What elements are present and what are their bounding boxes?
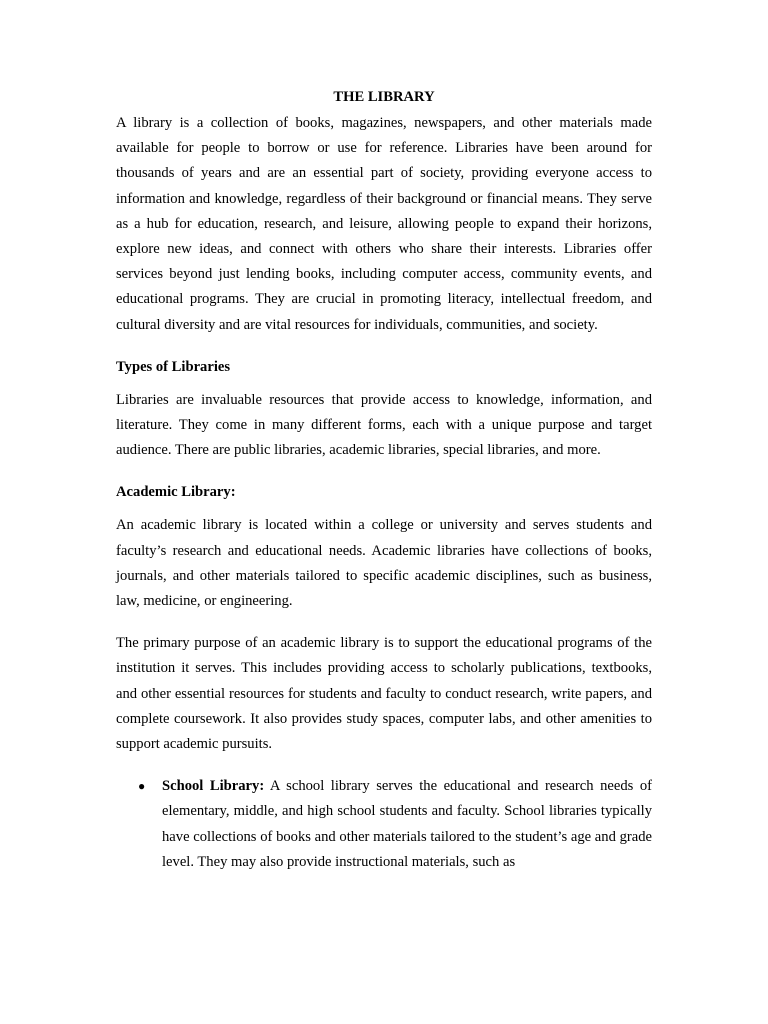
- document-title: THE LIBRARY: [333, 89, 435, 105]
- academic-paragraph-2: The primary purpose of an academic library is to support the educational programs of the institution it serves. This includes providing access to scholarly publications, textbooks, and other essential resources for students and faculty to conduct research, write papers, and complete coursework. It also provides study spaces, computer labs, and other amenities to support academic pursuits.: [116, 635, 652, 753]
- list-item-term: School Library:: [162, 778, 265, 795]
- list-item-text: A school library serves the educational and research needs of elementary, middle, and high school students and faculty. School libraries typically have collections of books and other materials tailored to the student’s age and grade level. They may also provide instructional materials, such as: [162, 778, 652, 870]
- intro-paragraph: A library is a collection of books, magazines, newspapers, and other materials made available for people to borrow or use for reference. Libraries have been around for thousands of years and are an essential part of society, providing everyone access to information and knowledge, regardless of their background or financial means. They serve as a hub for education, research, and leisure, allowing people to expand their horizons, explore new ideas, and connect with others who share their interests. Libraries offer services beyond just lending books, including computer access, community events, and educational programs. They are crucial in promoting literacy, intellectual freedom, and cultural diversity and are vital resources for individuals, communities, and society.: [116, 115, 652, 333]
- academic-heading: Academic Library:: [116, 484, 236, 501]
- library-types-list: [116, 774, 652, 875]
- list-item-school-library: [116, 774, 652, 875]
- bullet-icon: ●: [138, 779, 146, 794]
- academic-paragraph-1: An academic library is located within a college or university and serves students and faculty’s research and educational needs. Academic libraries have collections of books, journals, and other materials tailored to specific academic disciplines, such as business, law, medicine, or engineering.: [116, 517, 652, 610]
- types-heading: Types of Libraries: [116, 358, 231, 375]
- types-paragraph: Libraries are invaluable resources that provide access to knowledge, information, and literature. They come in many different forms, each with a unique purpose and target audience. There are public libraries, academic libraries, special libraries, and more.: [116, 391, 652, 459]
